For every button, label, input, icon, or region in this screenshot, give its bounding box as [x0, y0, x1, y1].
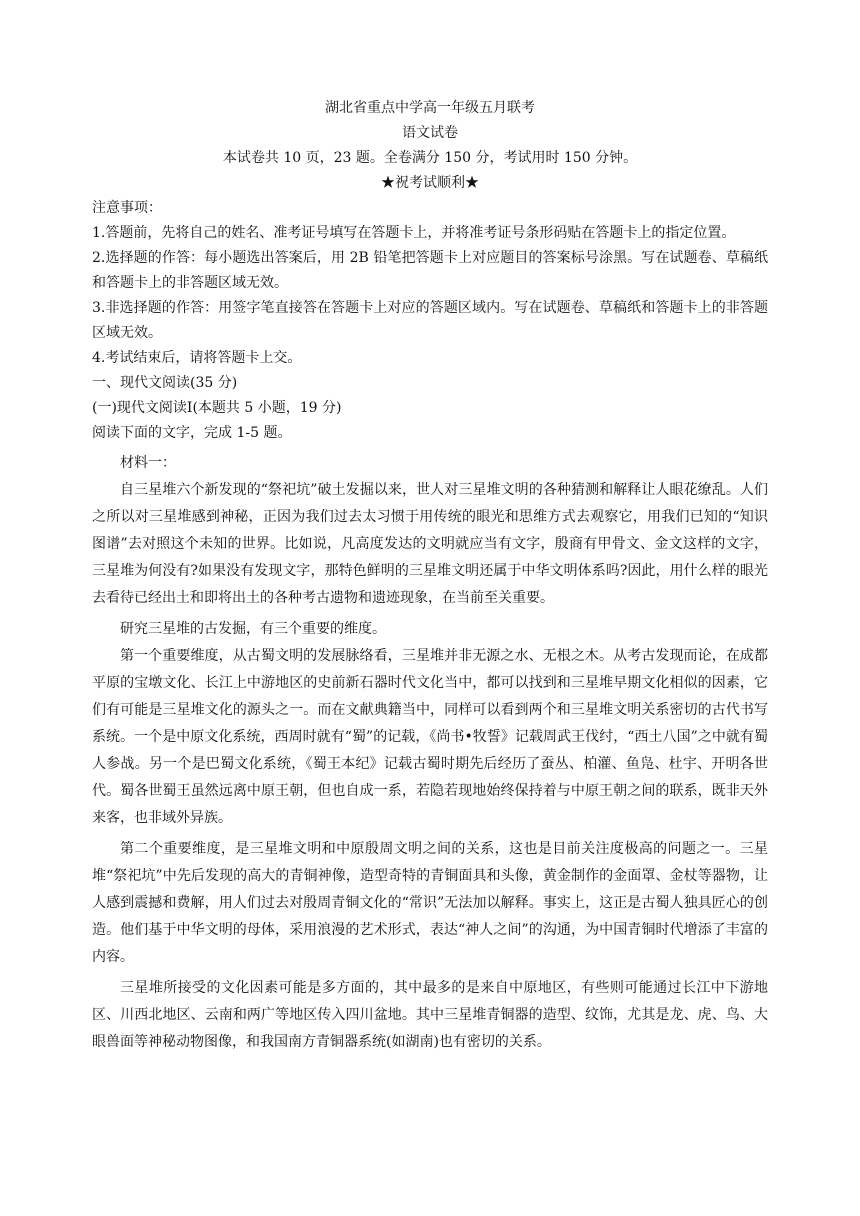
note-item-1: 1.答题前，先将自己的姓名、准考证号填写在答题卡上，并将准考证号条形码贴在答题卡上的指定位置。 — [92, 225, 736, 241]
exam-title: 湖北省重点中学高一年级五月联考 — [325, 100, 535, 116]
material-paragraph-5: 三星堆所接受的文化因素可能是多方面的，其中最多的是来自中原地区，有些则可能通过长江中下游地区、川西北地区、云南和两广等地区传入四川盆地。其中三星堆青铜器的造型、纹饰，尤其是龙、虎、鸟、大眼兽面等神秘动物图像，和我国南方青铜器系统(如湖南)也有密切的关系。 — [92, 980, 768, 1050]
section-title: 一、现代文阅读(35 分) — [92, 375, 238, 391]
note-item-3: 3.非选择题的作答：用签字笔直接答在答题卡上对应的答题区域内。写在试题卷、草稿纸和答题卡上的非答题区域无效。 — [92, 300, 768, 341]
exam-wish: ★祝考试顺利★ — [381, 175, 479, 191]
notes-heading: 注意事项： — [92, 200, 162, 216]
material-paragraph-4: 第二个重要维度，是三星堆文明和中原殷周文明之间的关系，这也是目前关注度极高的问题之一。三星堆“祭祀坑”中先后发现的高大的青铜神像，造型奇特的青铜面具和头像，黄金制作的金面罩、金杖等器物，让人感到震撼和费解，用人们过去对殷周青铜文化的“常识”无法加以解释。事实上，这正是古蜀人独具匠心的创造。他们基于中华文明的母体，采用浪漫的艺术形式，表达“神人之间”的沟通，为中国青铜时代增添了丰富的内容。 — [92, 841, 768, 965]
material-paragraph-2: 研究三星堆的古发掘，有三个重要的维度。 — [120, 621, 386, 637]
section-subtitle: (一)现代文阅读Ⅰ(本题共 5 小题，19 分) — [92, 400, 342, 416]
material-paragraph-3: 第一个重要维度，从古蜀文明的发展脉络看，三星堆并非无源之水、无根之木。从考古发现而论，在成都平原的宝墩文化、长江上中游地区的史前新石器时代文化当中，都可以找到和三星堆早期文化相似的因素，它们有可能是三星堆文化的源头之一。而在文献典籍当中，同样可以看到两个和三星堆文明关系密切的古代书写系统。一个是中原文化系统，西周时就有“蜀”的记载，《尚书•牧誓》记载周武王伐纣，“西土八国”之中就有蜀人参战。另一个是巴蜀文化系统，《蜀王本纪》记载古蜀时期先后经历了蚕丛、柏灌、鱼凫、杜宇、开明各世代。蜀各世蜀王虽然远离中原王朝，但也自成一系，若隐若现地始终保持着与中原王朝之间的联系，既非天外来客，也非域外异族。 — [92, 648, 768, 826]
material-paragraph-1: 自三星堆六个新发现的“祭祀坑”破土发掘以来，世人对三星堆文明的各种猜测和解释让人眼花缭乱。人们之所以对三星堆感到神秘，正因为我们过去太习惯于用传统的眼光和思维方式去观察它，用我们已知的“知识图谱”去对照这个未知的世界。比如说，凡高度发达的文明就应当有文字，殷商有甲骨文、金文这样的文字，三星堆为何没有?如果没有发现文字，那特色鲜明的三星堆文明还属于中华文明体系吗?因此，用什么样的眼光去看待已经出土和即将出土的各种考古遗物和遗迹现象，在当前至关重要。 — [92, 482, 768, 606]
exam-info: 本试卷共 10 页，23 题。全卷满分 150 分，考试用时 150 分钟。 — [222, 150, 638, 166]
reading-section — [92, 371, 768, 1056]
material-label: 材料一： — [120, 455, 176, 471]
exam-header — [92, 96, 768, 196]
exam-subject: 语文试卷 — [402, 125, 458, 141]
section-instruction: 阅读下面的文字，完成 1-5 题。 — [92, 425, 292, 441]
note-item-2: 2.选择题的作答：每小题选出答案后，用 2B 铅笔把答题卡上对应题目的答案标号涂黑。写在试题卷、草稿纸和答题卡上的非答题区域无效。 — [92, 250, 768, 291]
notes-block — [92, 196, 768, 371]
note-item-4: 4.考试结束后，请将答题卡上交。 — [92, 350, 302, 366]
